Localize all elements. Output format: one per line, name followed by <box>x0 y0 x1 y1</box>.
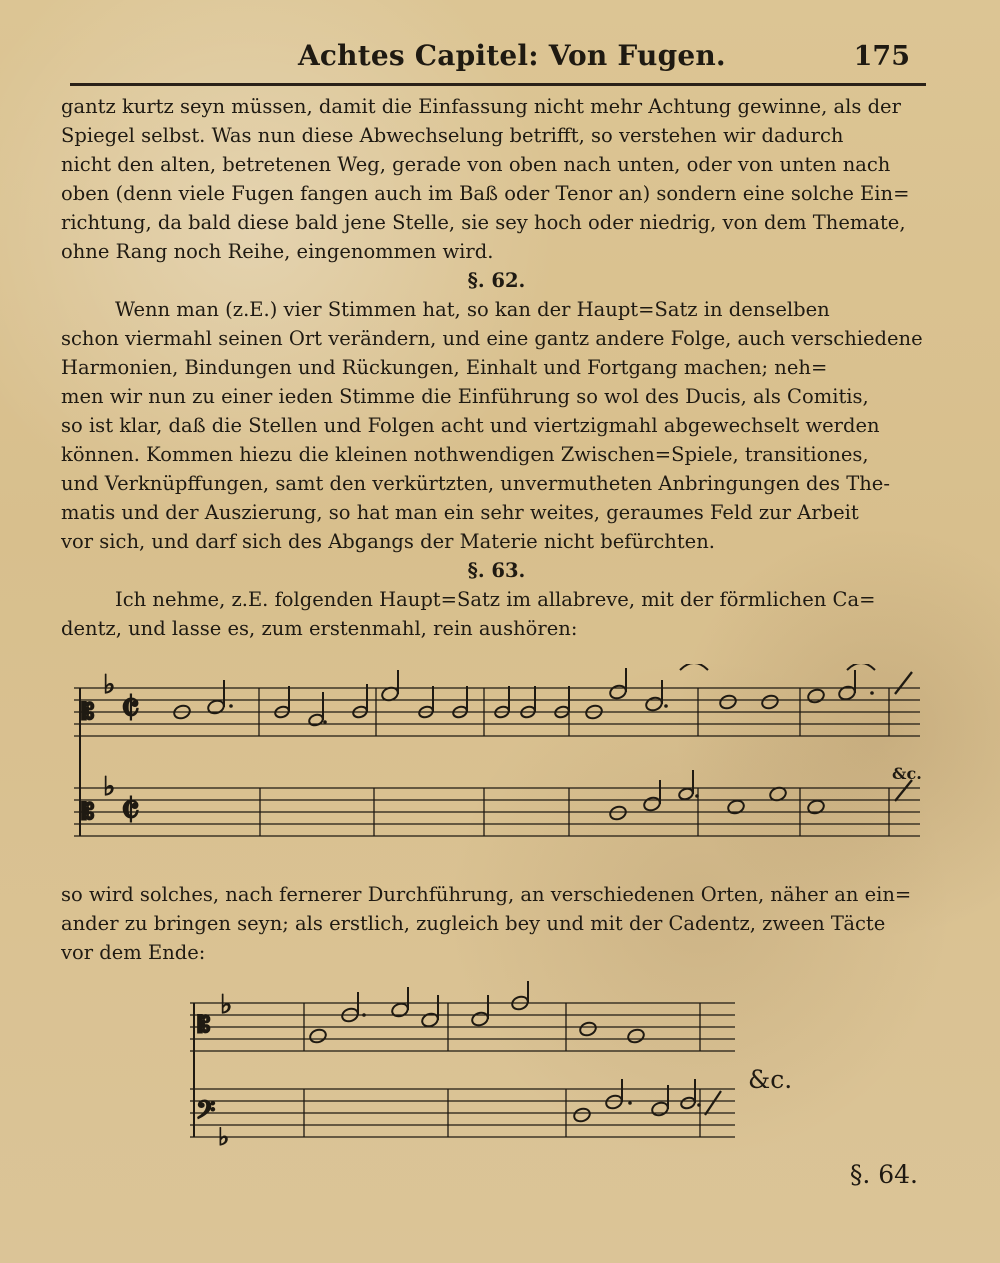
clef-icon: 𝄡 <box>82 699 95 725</box>
paragraph-line: ander zu bringen seyn; als erstlich, zugleich bey und mit der Cadentz, zween Täcte <box>61 912 886 935</box>
music-score-1 <box>74 664 920 874</box>
paragraph-line: Spiegel selbst. Was nun diese Abwechselung betrifft, so verstehen wir dadurch <box>61 124 844 147</box>
music-example-1 <box>74 664 920 874</box>
running-head: Achtes Capitel: Von Fugen. <box>298 39 726 72</box>
page-number: 175 <box>853 41 910 72</box>
paragraph-line: Harmonien, Bindungen und Rückungen, Einhalt und Fortgang machen; neh= <box>61 356 828 379</box>
music-example-2 <box>190 975 793 1150</box>
paragraph-line: vor dem Ende: <box>61 941 206 964</box>
alla-breve-icon: 𝄵 <box>120 783 141 837</box>
bass-clef-icon: 𝄢 <box>196 1096 216 1131</box>
section-heading-62: §. 62. <box>467 269 526 292</box>
flat-icon: ♭ <box>218 1122 230 1150</box>
paragraph-line: können. Kommen hiezu die kleinen nothwendigen Zwischen=Spiele, transitiones, <box>61 443 869 466</box>
flat-icon: ♭ <box>103 772 116 802</box>
section-heading-63: §. 63. <box>467 559 526 582</box>
continuation-label: &c. <box>892 764 922 783</box>
next-section-label: §. 64. <box>849 1160 918 1189</box>
flat-icon: ♭ <box>220 990 233 1020</box>
paragraph-line: matis und der Auszierung, so hat man ein sehr weites, geraumes Feld zur Arbeit <box>61 501 859 524</box>
music-score-2 <box>190 975 735 1150</box>
paragraph-line: so wird solches, nach fernerer Durchführung, an verschiedenen Orten, näher an ein= <box>61 883 912 906</box>
paragraph-line: ohne Rang noch Reihe, eingenommen wird. <box>61 240 494 263</box>
paragraph-line: men wir nun zu einer ieden Stimme die Einführung so wol des Ducis, als Comitis, <box>61 385 869 408</box>
paragraph-1 <box>61 92 932 643</box>
paragraph-line: dentz, und lasse es, zum erstenmahl, rein aushören: <box>61 617 578 640</box>
paragraph-line: schon viermahl seinen Ort verändern, und eine gantz andere Folge, auch verschiedene <box>61 327 923 350</box>
clef-icon: 𝄡 <box>82 799 95 825</box>
paragraph-line: richtung, da bald diese bald jene Stelle, sie sey hoch oder niedrig, von dem Themate, <box>61 211 906 234</box>
paragraph-line: Ich nehme, z.E. folgenden Haupt=Satz im allabreve, mit der förmlichen Ca= <box>115 588 876 611</box>
flat-icon: ♭ <box>103 670 116 700</box>
paragraph-line: Wenn man (z.E.) vier Stimmen hat, so kan der Haupt=Satz in denselben <box>115 298 830 321</box>
paragraph-line: oben (denn viele Fugen fangen auch im Baß oder Tenor an) sondern eine solche Ein= <box>61 182 910 205</box>
paragraph-line: so ist klar, daß die Stellen und Folgen acht und viertzigmahl abgewechselt werden <box>61 414 880 437</box>
paragraph-4 <box>61 880 932 967</box>
alla-breve-icon: 𝄵 <box>120 681 141 735</box>
paragraph-line: vor sich, und darf sich des Abgangs der Materie nicht befürchten. <box>61 530 715 553</box>
continuation-label: &c. <box>748 1065 793 1094</box>
paragraph-line: nicht den alten, betretenen Weg, gerade von oben nach unten, oder von unten nach <box>61 153 891 176</box>
page-header <box>0 39 1000 81</box>
paragraph-line: und Verknüpffungen, samt den verkürtzten, unvermutheten Anbringungen des The- <box>61 472 890 495</box>
clef-icon: 𝄡 <box>198 1012 211 1038</box>
header-rule <box>70 83 926 86</box>
paragraph-line: gantz kurtz seyn müssen, damit die Einfassung nicht mehr Achtung gewinne, als der <box>61 95 901 118</box>
